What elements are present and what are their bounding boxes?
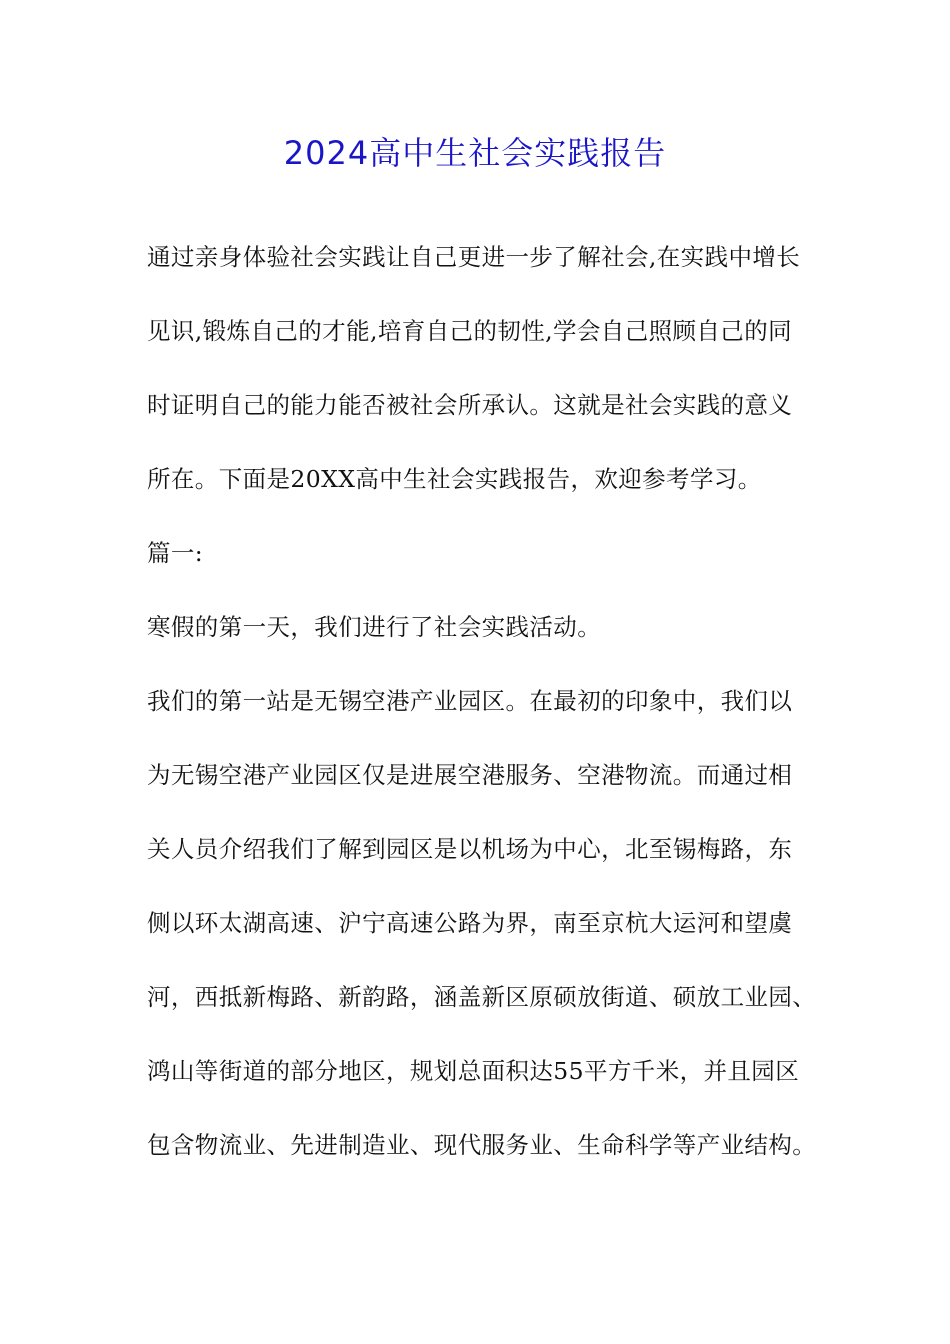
body-line: 包含物流业、先进制造业、现代服务业、生命科学等产业结构。: [147, 1131, 817, 1159]
body-line: 鸿山等街道的部分地区，规划总面积达55平方千米，并且园区: [147, 1057, 800, 1085]
body-line: 河，西抵新梅路、新韵路，涵盖新区原硕放街道、硕放工业园、: [147, 983, 817, 1011]
body-line: 关人员介绍我们了解到园区是以机场为中心，北至锡梅路，东: [147, 835, 793, 863]
document-body: [147, 230, 837, 1192]
body-line: 为无锡空港产业园区仅是进展空港服务、空港物流。而通过相: [147, 761, 793, 789]
body-line: 寒假的第一天，我们进行了社会实践活动。: [147, 613, 602, 641]
document-title: 2024高中生社会实践报告: [283, 134, 667, 172]
body-line: 我们的第一站是无锡空港产业园区。在最初的印象中，我们以: [147, 687, 793, 715]
body-line: 侧以环太湖高速、沪宁高速公路为界，南至京杭大运河和望虞: [147, 909, 793, 937]
body-line: 见识,锻炼自己的才能,培育自己的韧性,学会自己照顾自己的同: [147, 317, 793, 345]
body-line: 通过亲身体验社会实践让自己更进一步了解社会,在实践中增长: [147, 243, 801, 271]
body-line: 时证明自己的能力能否被社会所承认。这就是社会实践的意义: [147, 391, 793, 419]
body-line: 所在。下面是20XX高中生社会实践报告，欢迎参考学习。: [147, 465, 762, 493]
section-heading: 篇一:: [147, 539, 204, 567]
